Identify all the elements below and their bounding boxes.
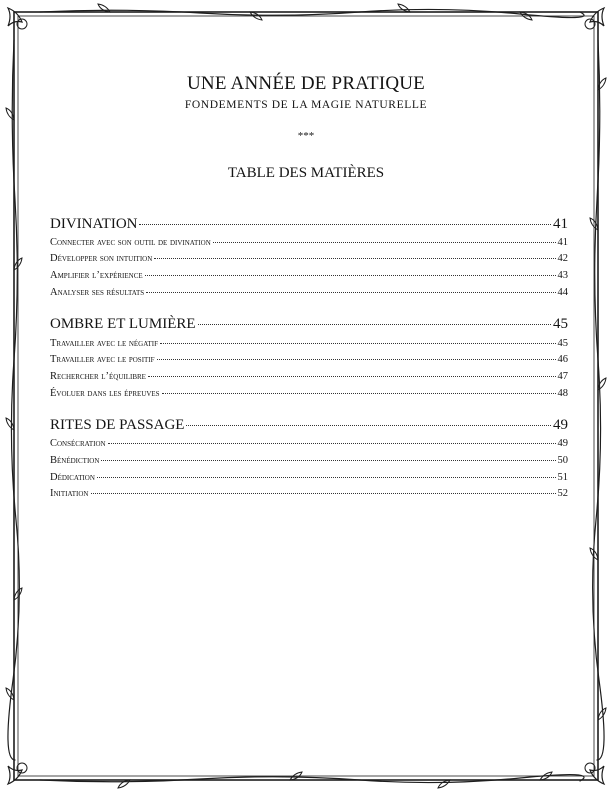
- toc-entry[interactable]: [50, 388, 568, 403]
- toc-entry[interactable]: [50, 472, 568, 487]
- dot-leader: [146, 292, 555, 293]
- dot-leader: [148, 376, 556, 377]
- toc-section[interactable]: [50, 417, 568, 437]
- toc-entry[interactable]: [50, 237, 568, 252]
- dot-leader: [97, 477, 556, 478]
- toc-page-number: 41: [557, 237, 568, 248]
- toc-section[interactable]: [50, 316, 568, 336]
- toc-page-number: 49: [557, 438, 568, 449]
- toc-heading: TABLE DES MATIÈRES: [227, 165, 385, 181]
- toc-entry-title: Analyser ses résultats: [50, 287, 145, 298]
- toc-page-number: 41: [553, 216, 568, 232]
- dot-leader: [160, 343, 555, 344]
- toc-entry-title: Rechercher l’équilibre: [50, 371, 146, 382]
- toc-entry[interactable]: [50, 287, 568, 302]
- toc-section-title: DIVINATION: [50, 216, 138, 232]
- toc-entry[interactable]: [50, 338, 568, 353]
- book-title: UNE ANNÉE DE PRATIQUE: [187, 73, 425, 94]
- toc-entry-title: Travailler avec le positif: [50, 354, 155, 365]
- dot-leader: [162, 393, 556, 394]
- toc-page-number: 45: [553, 316, 568, 332]
- dot-leader: [139, 224, 551, 225]
- toc-entry[interactable]: [50, 270, 568, 285]
- toc-page-number: 51: [557, 472, 568, 483]
- toc-entry-title: Amplifier l’expérience: [50, 270, 143, 281]
- dot-leader: [186, 425, 551, 426]
- toc-page-number: 47: [557, 371, 568, 382]
- dot-leader: [108, 443, 556, 444]
- toc-entry-title: Travailler avec le négatif: [50, 338, 159, 349]
- toc-entry[interactable]: [50, 354, 568, 369]
- book-subtitle: FONDEMENTS DE LA MAGIE NATURELLE: [184, 99, 428, 111]
- toc-section-title: RITES DE PASSAGE: [50, 417, 185, 433]
- dot-leader: [154, 258, 555, 259]
- toc-section[interactable]: [50, 216, 568, 236]
- toc-entry[interactable]: [50, 438, 568, 453]
- toc-entry[interactable]: [50, 455, 568, 470]
- dot-leader: [213, 242, 556, 243]
- dot-leader: [145, 275, 556, 276]
- toc-page-number: 44: [557, 287, 568, 298]
- toc-page-number: 50: [557, 455, 568, 466]
- dot-leader: [198, 324, 551, 325]
- toc-entry-title: Consécration: [50, 438, 106, 449]
- toc-entry[interactable]: [50, 371, 568, 386]
- toc-page-number: 48: [557, 388, 568, 399]
- dot-leader: [157, 359, 556, 360]
- toc-page-number: 52: [557, 488, 568, 499]
- toc-entry[interactable]: [50, 488, 568, 503]
- toc-entry-title: Connecter avec son outil de divination: [50, 237, 211, 248]
- toc-page-number: 42: [557, 253, 568, 264]
- dot-leader: [101, 460, 555, 461]
- toc-entry-title: Développer son intuition: [50, 253, 153, 264]
- toc-page-number: 46: [557, 354, 568, 365]
- toc-page-number: 43: [557, 270, 568, 281]
- toc-entry[interactable]: [50, 253, 568, 268]
- separator-asterisks: ***: [297, 130, 315, 142]
- toc-entry-title: Évoluer dans les épreuves: [50, 388, 160, 399]
- toc-page-number: 49: [553, 417, 568, 433]
- dot-leader: [91, 493, 556, 494]
- toc-entry-title: Dédication: [50, 472, 95, 483]
- toc-entry-title: Initiation: [50, 488, 89, 499]
- toc-entry-title: Bénédiction: [50, 455, 100, 466]
- toc-section-title: OMBRE ET LUMIÈRE: [50, 316, 196, 332]
- table-of-contents: [50, 0, 568, 792]
- toc-page-number: 45: [557, 338, 568, 349]
